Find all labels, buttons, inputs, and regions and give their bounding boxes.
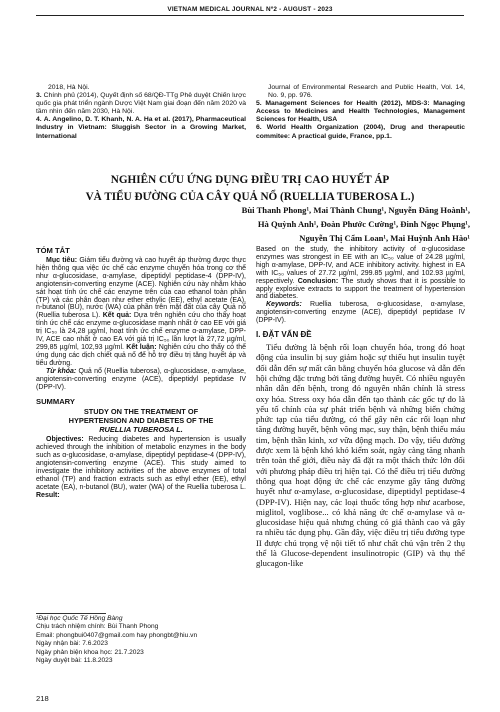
section-heading-tom-tat: TÓM TẮT [36, 246, 70, 255]
footnote-received: Ngày nhận bài: 7.6.2023 [36, 640, 108, 648]
right-column [256, 246, 465, 569]
reference-item: Journal of Environmental Research and Public Health, Vol. 14, No. 9, pp. 976. [268, 84, 465, 100]
reference-item: 5. Management Sciences for Health (2012), MDS-3: Managing Access to Medicines and Health Technologies, Management Sciences for Health, USA [256, 100, 465, 124]
paper-title [40, 172, 460, 206]
footnote-author: Chịu trách nhiệm chính: Bùi Thanh Phong [36, 623, 159, 631]
abstract-en-left: Objectives: Reducing diabetes and hypertension is usually achieved through the inhibition of metabolic enzymes in the body such as α-glucosidase, α-amylase, dipeptidyl peptidase-4 (DPP-IV), angiotensin-converting enzyme (ACE). This study aimed to investigate the inhibitory activities of the above enzymes of total ethanol (TP) and fraction extracts such as ethyl ether (EE), ethyl acetate (EA), n-butanol (BU), water (WA) of the Ruellia tuberosa L. Result: [36, 436, 246, 499]
reference-item: 6. World Health Organization (2004), Drug and therapeutic commitee: A practical guide, France, pp.1. [256, 124, 465, 140]
footnote-reviewed: Ngày phản biện khoa học: 21.7.2023 [36, 648, 144, 656]
introduction-text: Tiểu đường là bệnh rối loạn chuyển hóa, trong đó hoạt động của insulin bị suy giảm hoặc sự thiếu hụt insulin tuyệt đối dẫn đến sự mất cân bằng chuyển hóa glucose và dẫn đến hội chứng đặc trưng bởi tăng đường huyết. Có nhiều nguyên nhân dẫn đến bệnh, trong đó nguyên nhân chính là stress oxy hóa. Stress oxy hóa dẫn đến tạo thành các gốc tự do là yếu tố chính của sự phát triển bệnh và những biến chứng phức tạp của tiểu đường, có thể gây nên các rối loạn như tăng đường huyết, bệnh võng mạc, suy thận, bệnh thiếu máu tim, bệnh thần kinh, xơ vữa động mạch. Do vậy, tiểu đường được xem là bệnh khó khó kiểm soát, ngày càng tăng nhanh trên toàn thế giới, điều này đã đặt ra một thách thức lớn đối với phương pháp điều trị hiện tại. Có thể điều trị tiểu đường thông qua hoạt động ức chế các enzyme gây tăng đường huyết như α-amylase, α-glucosidase, dipeptidyl peptidase-4 (DPP-IV). Hiện nay, các loại thuốc tổng hợp như acarbose, miglitol, voglibose... có khả năng ức chế α-amylase và α-glucosidase hiệu quả nhưng chúng có giá thành cao và gây ra nhiều tác dụng phụ. Gần đây, việc điều trị tiểu đường type II được chú trọng vệ nội tiết tố như chất chủ vận trên 2 thụ thể là Glucose-dependent insulinotropic (GIP) và thụ thể glucagon-like [256, 342, 465, 569]
footnote-accepted: Ngày duyệt bài: 11.8.2023 [36, 657, 113, 665]
footnote-affiliation: ¹Đại học Quốc Tế Hồng Bàng [36, 615, 123, 622]
author-list [120, 203, 470, 245]
references-right [256, 84, 465, 141]
author-line: Hà Quỳnh Anh¹, Đoàn Phước Cường¹, Đinh Ngọc Phụng¹, [257, 219, 470, 229]
section-heading-summary: SUMMARY [36, 397, 75, 407]
reference-item: 3. Chính phủ (2014), Quyết định số 68/QĐ-TTg Phê duyệt Chiến lược quốc gia phát triển ngành Dược Việt Nam giai đoạn đến năm 2020 và tầm nhìn đến năm 2030, Hà Nội. [36, 92, 247, 116]
abstract-en-right: Based on the study, the inhibitory activity of α-glucosidase enzymes was strongest in EE with an IC₅₀ value of 24.28 µg/ml, high α-amylase, DPP-IV, and ACE inhibitory activity. highest in EA with IC₅₀ values of 27.72 µg/ml, 299.85 µg/ml, and 102.93 µg/ml, respectively. Conclusion: The study shows that it is possible to apply explosive extracts to support the treatment of hypertension and diabetes. Keywords: Ruellia tuberosa, α-glucosidase, α-amylase, angiotensin-converting enzyme (ACE), dipeptidyl peptidase IV (DPP-IV). [256, 246, 465, 325]
journal-header: VIETNAM MEDICAL JOURNAL Nº2 - AUGUST - 2023 [167, 6, 333, 13]
section-heading-introduction: I. ĐẶT VẤN ĐỀ [256, 330, 312, 340]
title-line: VÀ TIỂU ĐƯỜNG CỦA CÂY QUẢ NỔ (RUELLIA TUBEROSA L.) [85, 191, 415, 203]
abstract-vn: Mục tiêu: Giám tiểu đường và cao huyết áp thường được thực hiện thông qua việc ức chế các enzyme chuyển hóa trong cơ thể như α-glucosidase, α-amylase, dipeptidyl peptidase-4 (DPP-IV), angiotensin-converting enzyme (ACE). Nghiên cứu này nhằm khảo sát hoạt tính ức chế các enzyme trên của cao ethanol toàn phần (TP) và các phân đoạn như ether ethylic (EE), ethyl acetate (EA), n-butanol (BU), nước (WA) của phần trên mặt đất của cây Quả nổ (Ruellia tuberosa L). Kết quả: Dựa trên nghiên cứu cho thấy hoạt tính ức chế các enzyme α-glucosidase mạnh nhất ở cao EE với giá trị IC₅₀ là 24,28 µg/ml, hoạt tính ức chế enzyme α-amylase, DPP-IV, ACE cao nhất ở cao EA với giá trị IC₅₀ lần lượt là 27,72 µg/ml, 299,85 µg/ml, 102,93 µg/ml. Kết luận: Nghiên cứu cho thấy có thể ứng dụng các dịch chiết quả nổ để hỗ trợ điều trị tăng huyết áp và tiểu đường. Từ khóa: Quả nổ (Ruellia tuberosa), α-glucosidase, α-amylase, angiotensin-converting enzyme (ACE), dipeptidyl peptidase IV (DPP-IV). [36, 257, 247, 391]
abstract-left-column [36, 246, 246, 499]
header-rule [36, 15, 464, 16]
reference-item: 2018, Hà Nội. [48, 84, 90, 91]
author-line: Bùi Thanh Phong¹, Mai Thành Chung¹, Nguyễn Đăng Hoành¹, [241, 205, 470, 215]
references-left [36, 84, 246, 141]
footnote-email: Email: phongbui0407@gmail.com hay phongbt@hiu.vn [36, 631, 198, 639]
english-title: STUDY ON THE TREATMENT OF HYPERTENSION AND DIABETES OF THE RUELLIA TUBEROSA L. [68, 407, 214, 434]
footnote-rule [36, 613, 106, 614]
page-number: 218 [36, 694, 49, 703]
author-line: Nguyễn Thị Cẩm Loan¹, Mai Huỳnh Anh Hào¹ [299, 233, 470, 243]
footnote [36, 615, 246, 665]
reference-item: 4. A. Angelino, D. T. Khanh, N. A. Ha et al. (2017), Pharmaceutical Industry in Vietnam: Sluggish Sector in a Growing Market, International [36, 116, 246, 140]
title-line: NGHIÊN CỨU ỨNG DỤNG ĐIỀU TRỊ CAO HUYẾT ÁP [110, 174, 390, 186]
